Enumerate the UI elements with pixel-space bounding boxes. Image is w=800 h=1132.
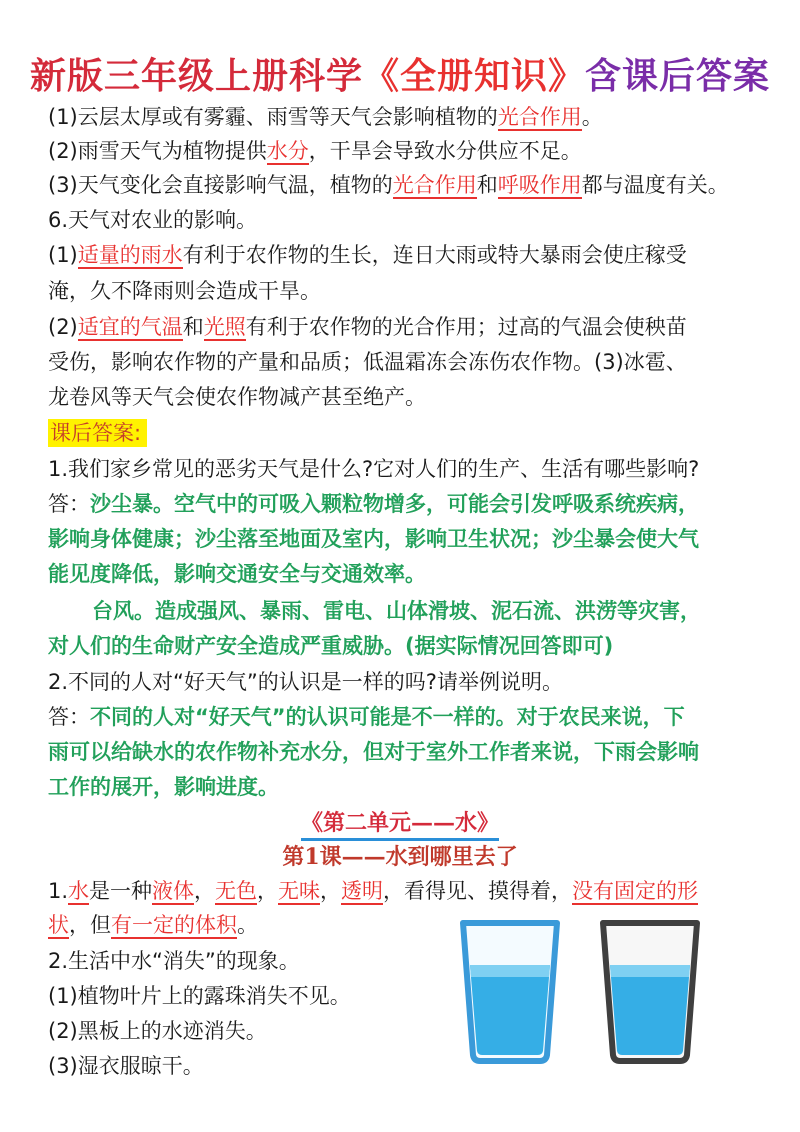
text: (3)天气变化会直接影响气温，植物的 (48, 173, 393, 197)
keyword: 光照 (203, 315, 246, 339)
text: 和 (182, 315, 204, 339)
answer-2-line-1 (48, 702, 768, 732)
text-line-8: 受伤，影响农作物的产量和品质；低温霜冻会冻伤农作物。(3)冰雹、 (48, 350, 687, 374)
title-part2: 三年级上册科学 (103, 55, 363, 97)
water-line-1 (48, 876, 768, 906)
text-line-4: 6.天气对农业的影响。 (48, 208, 258, 232)
text: (2)雨雪天气为植物提供 (48, 139, 267, 163)
answer-1-line-1 (48, 489, 768, 519)
lesson-title: 第1课——水到哪里去了 (282, 844, 518, 870)
answer-1-line-5: 对人们的生命财产安全造成严重威胁。(据实际情况回答即可) (48, 634, 614, 658)
unit-title (0, 806, 800, 837)
answer-1-line-2: 影响身体健康；沙尘落至地面及室内，影响卫生状况；沙尘暴会使大气 (48, 527, 699, 551)
text: (1)云层太厚或有雾霾、雨雪等天气会影响植物的 (48, 105, 498, 129)
text: 。 (581, 105, 603, 129)
question-2: 2.不同的人对“好天气”的认识是一样的吗?请举例说明。 (48, 670, 563, 694)
text: ，干旱会导致水分供应不足。 (308, 139, 582, 163)
water-glass-icon (455, 915, 565, 1065)
answer-2-line-3: 工作的展开，影响进度。 (48, 775, 279, 799)
water-line-4: (1)植物叶片上的露珠消失不见。 (48, 984, 351, 1008)
water-glass-icon (595, 915, 705, 1065)
keyword: 无色 (215, 879, 258, 903)
keyword: 适量的雨水 (77, 243, 183, 267)
question-1: 1.我们家乡常见的恶劣天气是什么?它对人们的生产、生活有哪些影响? (48, 457, 700, 481)
keyword: 水 (68, 879, 90, 903)
keyword: 适宜的气温 (77, 315, 183, 339)
answer-prefix: 答： (48, 492, 90, 516)
text: (2) (48, 315, 78, 339)
answer-2-line-2: 雨可以给缺水的农作物补充水分，但对于室外工作者来说，下雨会影响 (48, 740, 699, 764)
keyword: 状 (48, 913, 69, 937)
keyword: 光合作用 (497, 105, 582, 129)
text-line-1 (48, 102, 768, 132)
water-line-3: 2.生活中水“消失”的现象。 (48, 949, 300, 973)
text: 都与温度有关。 (581, 173, 729, 197)
title-part4: 含课后答案 (585, 55, 771, 97)
unit-title-text: 《第二单元——水》 (301, 810, 499, 841)
text: 有利于农作物的光合作用；过高的气温会使秧苗 (245, 315, 687, 339)
text-line-5 (48, 240, 768, 270)
text: 和 (476, 173, 498, 197)
text: ， (320, 879, 342, 903)
answers-heading (48, 418, 768, 448)
text-line-6: 淹，久不降雨则会造成干旱。 (48, 279, 321, 303)
water-line-5: (2)黑板上的水迹消失。 (48, 1019, 267, 1043)
keyword: 呼吸作用 (497, 173, 582, 197)
page-title (0, 48, 800, 99)
text-line-7 (48, 312, 768, 342)
answer-text: 沙尘暴。空气中的可吸入颗粒物增多，可能会引发呼吸系统疾病， (90, 492, 699, 516)
text: (1) (48, 243, 78, 267)
answer-1-line-4: 台风。造成强风、暴雨、雷电、山体滑坡、泥石流、洪涝等灾害， (92, 599, 701, 623)
keyword: 光合作用 (392, 173, 477, 197)
text: ，看得见、摸得着， (383, 879, 573, 903)
text-line-3 (48, 170, 768, 200)
water-line-6: (3)湿衣服晾干。 (48, 1054, 204, 1078)
text: ， (257, 879, 279, 903)
answer-prefix: 答： (48, 705, 90, 729)
keyword: 有一定的体积 (111, 913, 237, 937)
keyword: 水分 (266, 139, 309, 163)
keyword: 液体 (152, 879, 195, 903)
keyword: 没有固定的形 (572, 879, 699, 903)
answer-text: 不同的人对“好天气”的认识可能是不一样的。对于农民来说，下 (90, 705, 685, 729)
text: 。 (237, 913, 258, 937)
text-line-9: 龙卷风等天气会使农作物减产甚至绝产。 (48, 385, 426, 409)
title-part3: 《全册知识》 (363, 55, 586, 97)
keyword: 透明 (341, 879, 384, 903)
text: 是一种 (89, 879, 153, 903)
title-part1: 新版 (29, 55, 104, 97)
text: 有利于农作物的生长，连日大雨或特大暴雨会使庄稼受 (182, 243, 687, 267)
answers-label: 课后答案: (48, 419, 147, 447)
text: ，但 (69, 913, 111, 937)
text: ， (194, 879, 216, 903)
text: 1. (48, 879, 69, 903)
text-line-2 (48, 136, 768, 166)
keyword: 无味 (278, 879, 321, 903)
answer-1-line-3: 能见度降低，影响交通安全与交通效率。 (48, 562, 426, 586)
